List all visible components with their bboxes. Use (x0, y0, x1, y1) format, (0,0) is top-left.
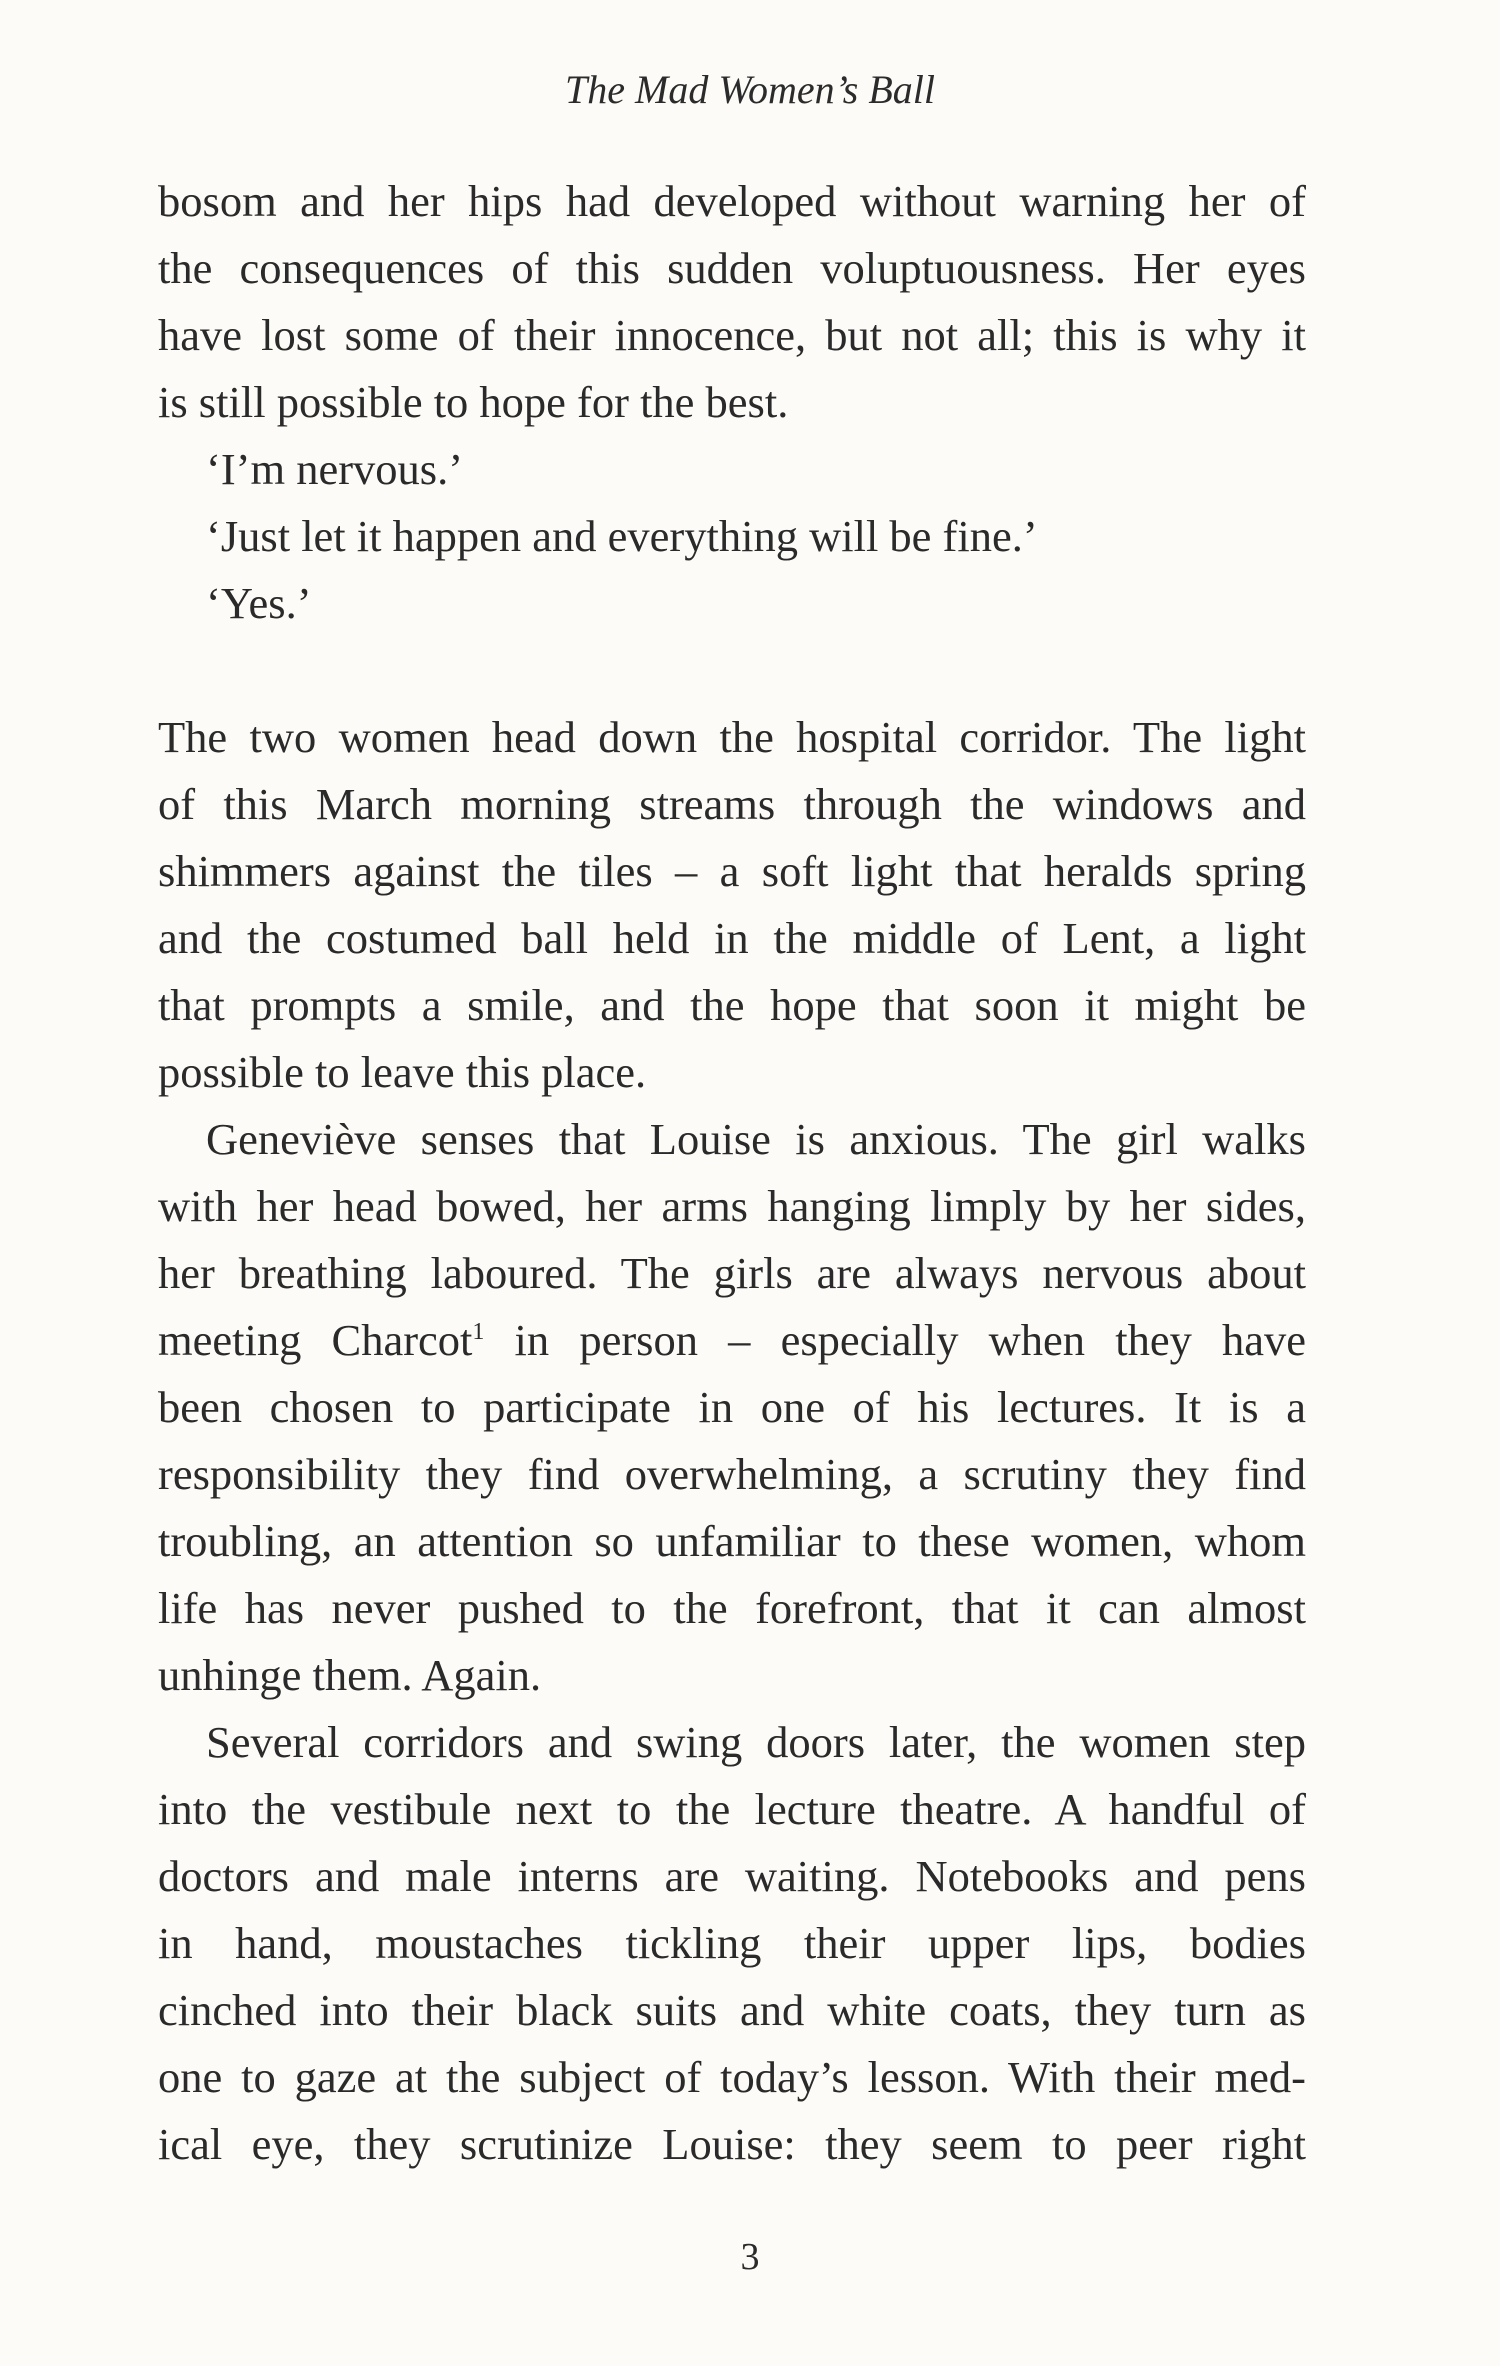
text-line: have lost some of their innocence, but not all; this is why it (158, 310, 1306, 360)
text-line: unhinge them. Again. (158, 1650, 542, 1700)
text-line: troubling, an attention so unfamiliar to these women, whom (158, 1516, 1306, 1566)
text-line-with-footnote (158, 1307, 1306, 1374)
text-line: Geneviève senses that Louise is anxious. The girl walks (206, 1114, 1306, 1164)
paragraph-1 (158, 168, 1306, 436)
text-line: cinched into their black suits and white coats, they turn as (158, 1985, 1306, 2035)
text-line: possible to leave this place. (158, 1047, 647, 1097)
text-line: the consequences of this sudden voluptuousness. Her eyes (158, 243, 1306, 293)
text-line: with her head bowed, her arms hanging limply by her sides, (158, 1181, 1306, 1231)
text-line: life has never pushed to the forefront, that it can almost (158, 1583, 1306, 1633)
dialogue-line-1 (158, 436, 1306, 503)
text-line: of this March morning streams through the windows and (158, 779, 1306, 829)
text-line: ‘Just let it happen and everything will be fine.’ (206, 511, 1038, 561)
text-line: one to gaze at the subject of today’s lesson. With their med- (158, 2052, 1306, 2102)
text-line: ‘I’m nervous.’ (206, 444, 464, 494)
text-segment: meeting Charcot (158, 1315, 473, 1365)
body-text (158, 168, 1306, 2178)
text-line: doctors and male interns are waiting. Notebooks and pens (158, 1851, 1306, 1901)
text-line: ‘Yes.’ (206, 578, 312, 628)
text-line: in hand, moustaches tickling their upper lips, bodies (158, 1918, 1306, 1968)
dialogue-line-3 (158, 570, 1306, 637)
text-line: Several corridors and swing doors later, the women step (206, 1717, 1306, 1767)
dialogue-line-2 (158, 503, 1306, 570)
text-line: and the costumed ball held in the middle of Lent, a light (158, 913, 1306, 963)
text-line: The two women head down the hospital corridor. The light (158, 712, 1306, 762)
text-line: her breathing laboured. The girls are always nervous about (158, 1248, 1306, 1298)
footnote-marker: 1 (472, 1319, 485, 1346)
text-line: that prompts a smile, and the hope that soon it might be (158, 980, 1306, 1030)
running-title: The Mad Women’s Ball (565, 67, 935, 112)
text-line: bosom and her hips had developed without warning her of (158, 176, 1306, 226)
text-line: ical eye, they scrutinize Louise: they seem to peer right (158, 2119, 1306, 2169)
paragraph-2 (158, 704, 1306, 1106)
page-number: 3 (740, 2236, 760, 2278)
section-break (158, 637, 1306, 704)
text-line: responsibility they find overwhelming, a scrutiny they find (158, 1449, 1306, 1499)
paragraph-4 (158, 1709, 1306, 2178)
text-line: into the vestibule next to the lecture theatre. A handful of (158, 1784, 1306, 1834)
paragraph-3 (158, 1106, 1306, 1709)
text-line: is still possible to hope for the best. (158, 377, 789, 427)
text-segment: in person – especially when they have (484, 1315, 1306, 1365)
text-line: shimmers against the tiles – a soft light that heralds spring (158, 846, 1306, 896)
text-line: been chosen to participate in one of his lectures. It is a (158, 1382, 1306, 1432)
